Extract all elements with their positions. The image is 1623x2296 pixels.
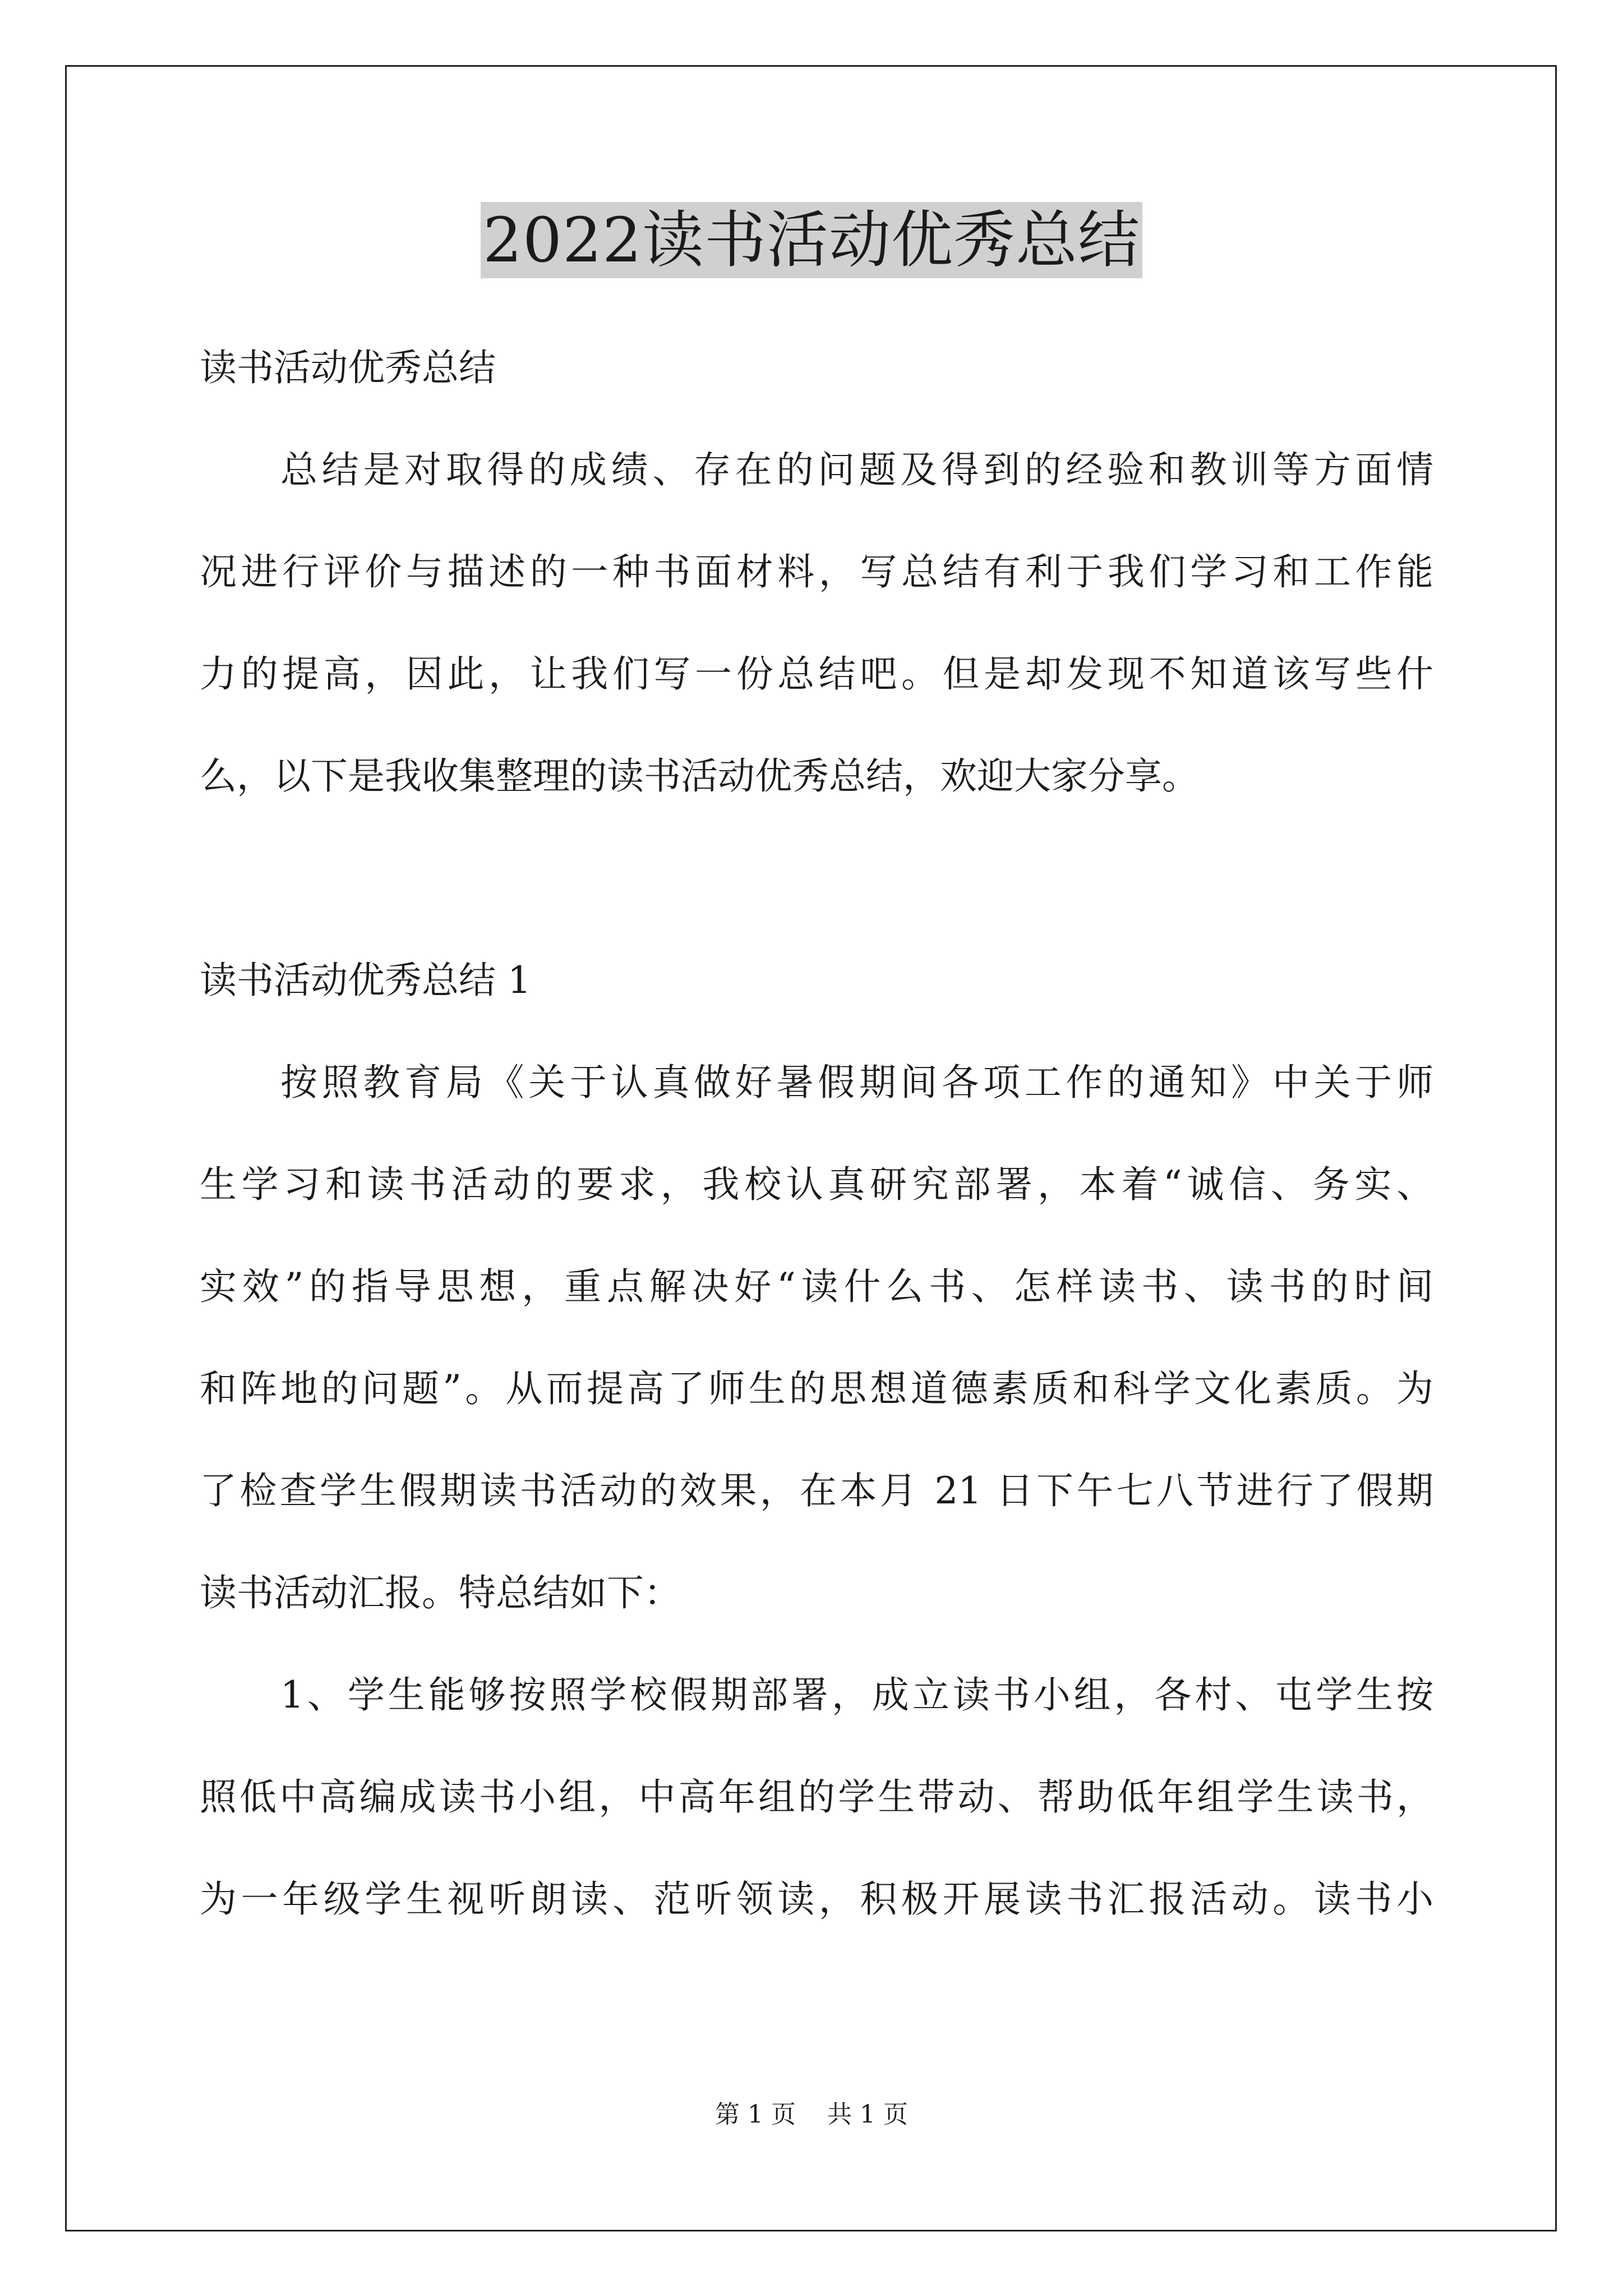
title-wrap <box>0 202 1623 278</box>
body-line: 按照教育局《关于认真做好暑假期间各项工作的通知》中关于师 <box>280 1061 1433 1104</box>
body-line: 和阵地的问题”。从而提高了师生的思想道德素质和科学文化素质。为 <box>200 1367 1433 1410</box>
body-line: 读书活动汇报。特总结如下： <box>200 1571 681 1614</box>
page-number: 第 1 页 <box>715 2100 796 2129</box>
page-footer <box>0 2098 1623 2132</box>
document-body <box>200 317 1433 1950</box>
body-line: 1、学生能够按照学校假期部署，成立读书小组，各村、屯学生按 <box>280 1673 1433 1717</box>
body-line: 况进行评价与描述的一种书面材料，写总结有利于我们学习和工作能 <box>200 550 1433 593</box>
body-line: 力的提高，因此，让我们写一份总结吧。但是却发现不知道该写些什 <box>200 652 1433 696</box>
body-line: 照低中高编成读书小组，中高年组的学生带动、帮助低年组学生读书， <box>200 1775 1433 1819</box>
body-line: 总结是对取得的成绩、存在的问题及得到的经验和教训等方面情 <box>280 448 1433 491</box>
page-total: 共 1 页 <box>827 2100 908 2129</box>
body-line: 为一年级学生视听朗读、范听领读，积极开展读书汇报活动。读书小 <box>200 1878 1433 1921</box>
body-line: 么，以下是我收集整理的读书活动优秀总结，欢迎大家分享。 <box>200 754 1199 798</box>
body-line: 了检查学生假期读书活动的效果，在本月 21 日下午七八节进行了假期 <box>200 1469 1433 1512</box>
body-line: 实效”的指导思想，重点解决好“读什么书、怎样读书、读书的时间 <box>200 1265 1433 1308</box>
body-line: 读书活动优秀总结 1 <box>200 959 531 1002</box>
document-title: 2022读书活动优秀总结 <box>481 202 1142 278</box>
body-line: 生学习和读书活动的要求，我校认真研究部署，本着“诚信、务实、 <box>200 1163 1433 1206</box>
body-line: 读书活动优秀总结 <box>200 346 496 389</box>
body-line <box>200 827 1433 930</box>
